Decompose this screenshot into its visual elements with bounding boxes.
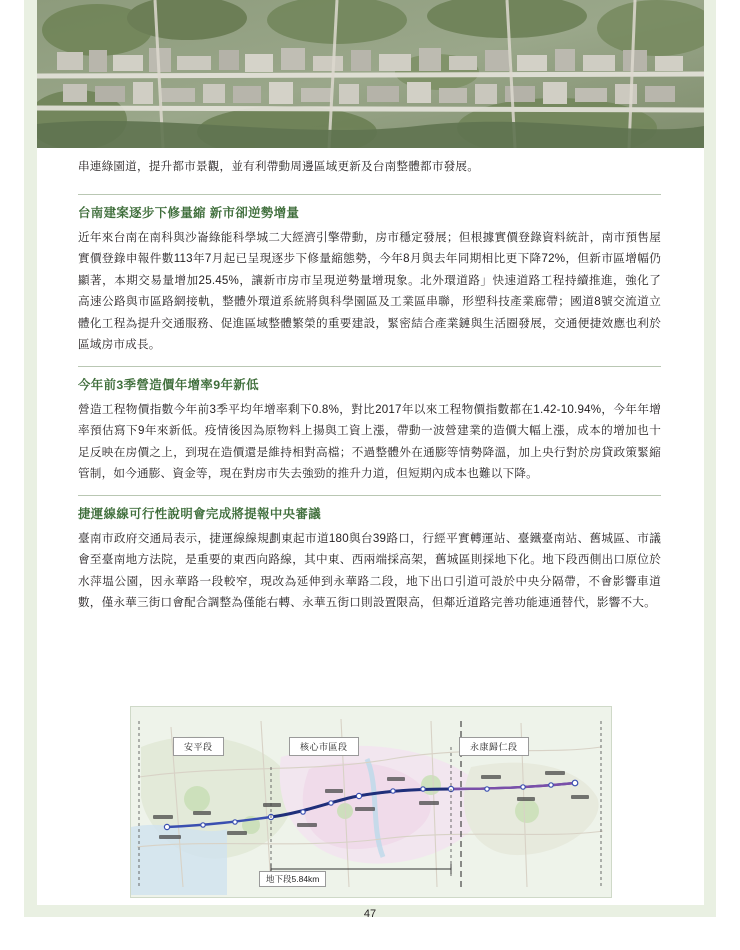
section-body-2: 營造工程物價指數今年前3季平均年增率剩下0.8%，對比2017年以來工程物價指數都在1.42-10.94%，今年年增率預估寫下9年來新低。疫情後因為原物料上揚與工資上漲，帶動一波營建業的造價大幅上漲，成本的增加也十足反映在房價之上，到現在造價還是維持相對高檔；不過整體外在通膨等情勢降溫，加上央行對於房貸政策緊縮管制，如今通膨、資金等，現在對房市失去強勁的推升力道，但短期內成本也難以下降。 — [78, 402, 661, 480]
section-heading-1: 台南建案逐步下修量縮 新市卻逆勢增量 — [78, 205, 300, 220]
left-margin-band — [0, 0, 37, 950]
section-heading-2: 今年前3季營造價年增率9年新低 — [78, 377, 259, 392]
divider-2 — [78, 366, 661, 367]
section-heading-3: 捷運線線可行性說明會完成將提報中央審議 — [78, 506, 322, 521]
map-label-yongkang-guiren: 永康歸仁段 — [459, 737, 529, 756]
lead-paragraph: 串連綠園道，提升都市景觀，並有利帶動周邊區域更新及台南整體都市發展。 — [78, 160, 479, 173]
divider-1 — [78, 194, 661, 195]
section-body-1: 近年來台南在南科與沙崙綠能科學城二大經濟引擎帶動，房市穩定發展；但根據實價登錄資料統計，南市預售屋實價登錄申報件數113年7月起已呈現逐步下修量縮態勢，今年8月與去年同期相比更下降72%，但新市區增幅仍顯著，本期交易量增加25.45%，讓新市房市呈現逆勢量增現象。北外環道路」快速道路工程持續推進，強化了高速公路與市區路網接軌，整體外環道系統將與科學園區及工業區串聯，形塑科技產業廊帶；國道8號交流道立體化工程為提升交通服務、促進區域整體繁榮的重要建設，緊密結合產業鏈與生活圈發展，交通便捷效應也利於區域房市成長。 — [78, 230, 661, 351]
divider-3 — [78, 495, 661, 496]
page-number: 47 — [363, 908, 377, 920]
metro-line-map-figure — [130, 706, 612, 898]
map-label-core-city: 核心市區段 — [289, 737, 359, 756]
article-content — [78, 156, 661, 614]
banner-aerial-photo — [37, 0, 704, 148]
map-graphic — [131, 707, 609, 895]
left-green-band — [24, 0, 37, 905]
right-green-band — [704, 0, 716, 917]
section-body-3: 臺南市政府交通局表示，捷運線線規劃東起市道180與台39路口，行經平實轉運站、臺鐵臺南站、舊城區、市議會至臺南地方法院，是重要的東西向路線，其中東、西兩端採高架，舊城區則採地下化。地下段西側出口原位於水萍塭公園，因永華路一段較窄，現改為延伸到永華路二段，地下出口引道可設於中央分隔帶，不會影響車道數，僅永華三街口會配合調整為僅能右轉、永華五街口則設置限高，但鄰近道路完善功能連通替代，影響不大。 — [78, 531, 661, 609]
map-label-underground-length: 地下段5.84km — [259, 871, 326, 887]
map-label-anping: 安平段 — [173, 737, 224, 756]
